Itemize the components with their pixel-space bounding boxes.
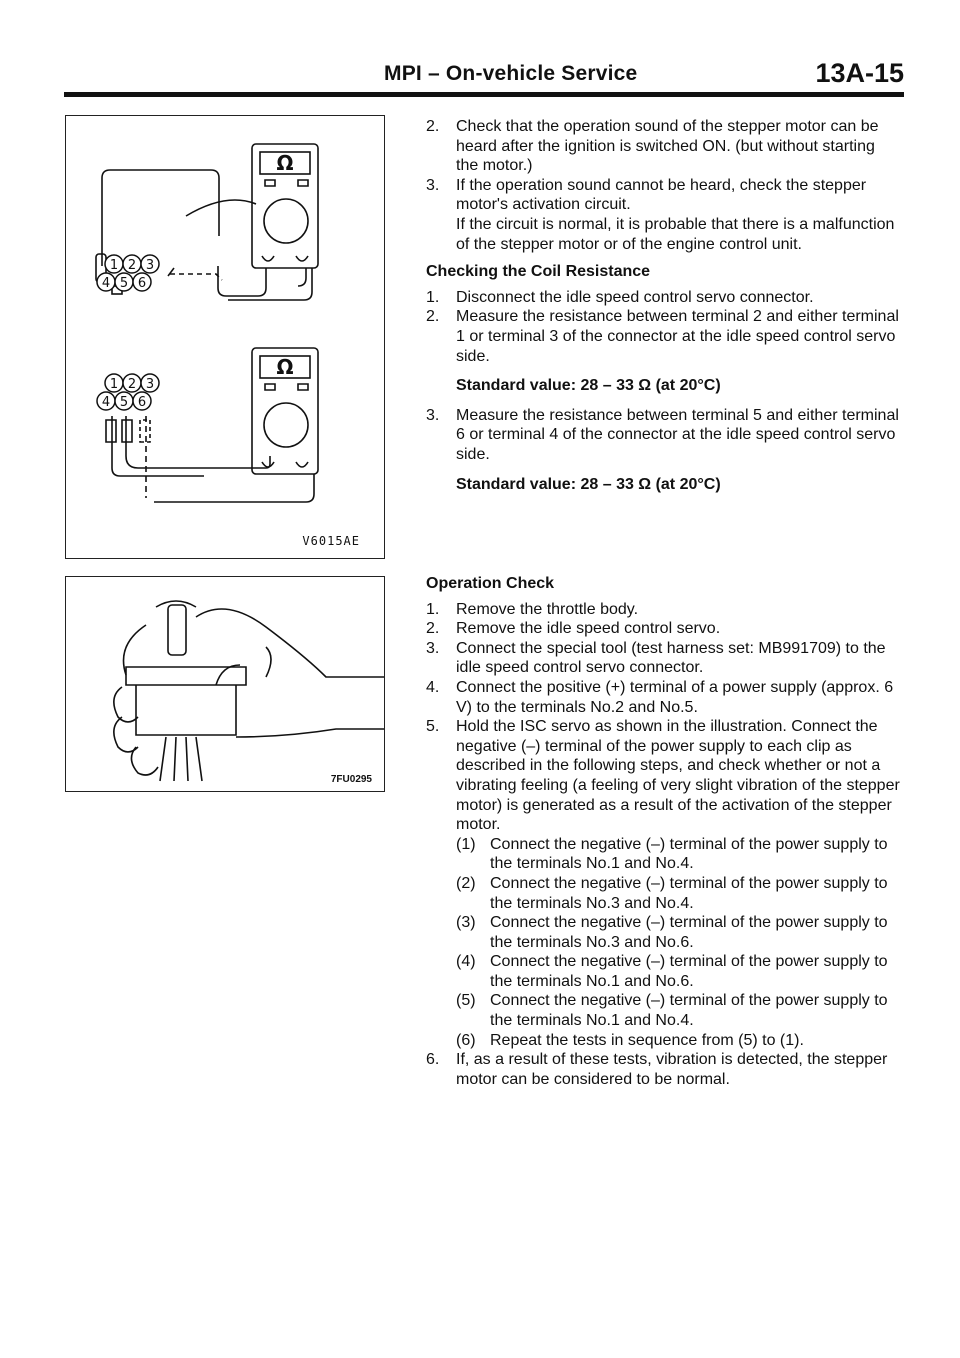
figure-code: 7FU0295 xyxy=(330,774,372,785)
standard-value: Standard value: 28 – 33 Ω (at 20°C) xyxy=(456,475,721,493)
page-number: 13A-15 xyxy=(815,58,904,88)
substep-item: (1) Connect the negative (–) terminal of the power supply to the terminals No.1 and No.4. xyxy=(456,835,888,873)
figure-code: V6015AE xyxy=(302,534,360,548)
svg-text:2: 2 xyxy=(127,258,137,273)
coil-resistance-figure xyxy=(65,115,385,559)
svg-text:4: 4 xyxy=(101,276,111,291)
svg-text:3: 3 xyxy=(145,258,155,273)
svg-text:5: 5 xyxy=(119,395,129,410)
step-item: 2. Check that the operation sound of the stepper motor can be heard after the ignition is switched ON. (but without starting the motor.) xyxy=(426,118,879,175)
step-item: 6. If, as a result of these tests, vibration is detected, the stepper motor can be considered to be normal. xyxy=(426,1051,888,1088)
svg-text:3: 3 xyxy=(145,377,155,392)
isc-servo-figure xyxy=(65,576,385,792)
step-item: 3. Measure the resistance between terminal 5 and either terminal 6 or terminal 4 of the connector at the idle speed control servo side. xyxy=(426,406,899,463)
ohm-symbol-lower: Ω xyxy=(276,355,294,379)
substep-item: (5) Connect the negative (–) terminal of the power supply to the terminals No.1 and No.4. xyxy=(456,992,888,1030)
step-item: 3. Connect the special tool (test harness set: MB991709) to the idle speed control servo connector. xyxy=(426,639,886,677)
hand-holding-servo-illustration xyxy=(66,577,384,791)
operation-section xyxy=(426,574,900,1089)
step-item: 1. Remove the throttle body. xyxy=(426,600,639,618)
header-rule xyxy=(64,92,904,97)
substep-item: (6) Repeat the tests in sequence from (5) to (1). xyxy=(456,1031,804,1049)
ohmmeter-connector-diagram xyxy=(66,116,384,536)
section-heading: Operation Check xyxy=(426,575,555,592)
svg-text:5: 5 xyxy=(119,276,129,291)
substep-item: (2) Connect the negative (–) terminal of the power supply to the terminals No.3 and No.4. xyxy=(456,874,888,912)
substep-item: (4) Connect the negative (–) terminal of the power supply to the terminals No.1 and No.6. xyxy=(456,953,888,990)
svg-text:6: 6 xyxy=(137,395,147,410)
step-item: 3. If the operation sound cannot be heard, check the stepper motor's activation circuit. xyxy=(426,176,867,214)
svg-text:2: 2 xyxy=(127,377,137,392)
step-note: If the circuit is normal, it is probable that there is a malfunction of the stepper motor or of the engine control unit. xyxy=(456,215,895,253)
page-header xyxy=(64,58,904,94)
svg-text:1: 1 xyxy=(109,258,119,273)
step-item: 5. Hold the ISC servo as shown in the illustration. Connect the negative (–) terminal of the power supply to each clip as described in the following steps, and check whether or not a vibrating feeling (a feeling of very slight vibration of the stepper motor) is generated as a result of the activation of the stepper motor. xyxy=(426,718,900,834)
svg-text:6: 6 xyxy=(137,276,147,291)
step-item: 2. Measure the resistance between terminal 2 and either terminal 1 or terminal 3 of the connector at the idle speed control servo side. xyxy=(426,308,899,365)
ohm-symbol-upper: Ω xyxy=(276,151,294,175)
section-heading: Checking the Coil Resistance xyxy=(426,263,651,281)
svg-text:1: 1 xyxy=(109,377,119,392)
step-item: 2. Remove the idle speed control servo. xyxy=(426,620,721,638)
standard-value: Standard value: 28 – 33 Ω (at 20°C) xyxy=(456,377,721,395)
step-item: 1. Disconnect the idle speed control servo connector. xyxy=(426,288,814,306)
substep-item: (3) Connect the negative (–) terminal of the power supply to the terminals No.3 and No.6. xyxy=(456,914,888,951)
step-item: 4. Connect the positive (+) terminal of a power supply (approx. 6 V) to the terminals No.2 and No.5. xyxy=(426,678,894,716)
page-title: MPI – On-vehicle Service xyxy=(384,62,638,85)
svg-text:4: 4 xyxy=(101,395,111,410)
coil-section xyxy=(426,117,900,504)
